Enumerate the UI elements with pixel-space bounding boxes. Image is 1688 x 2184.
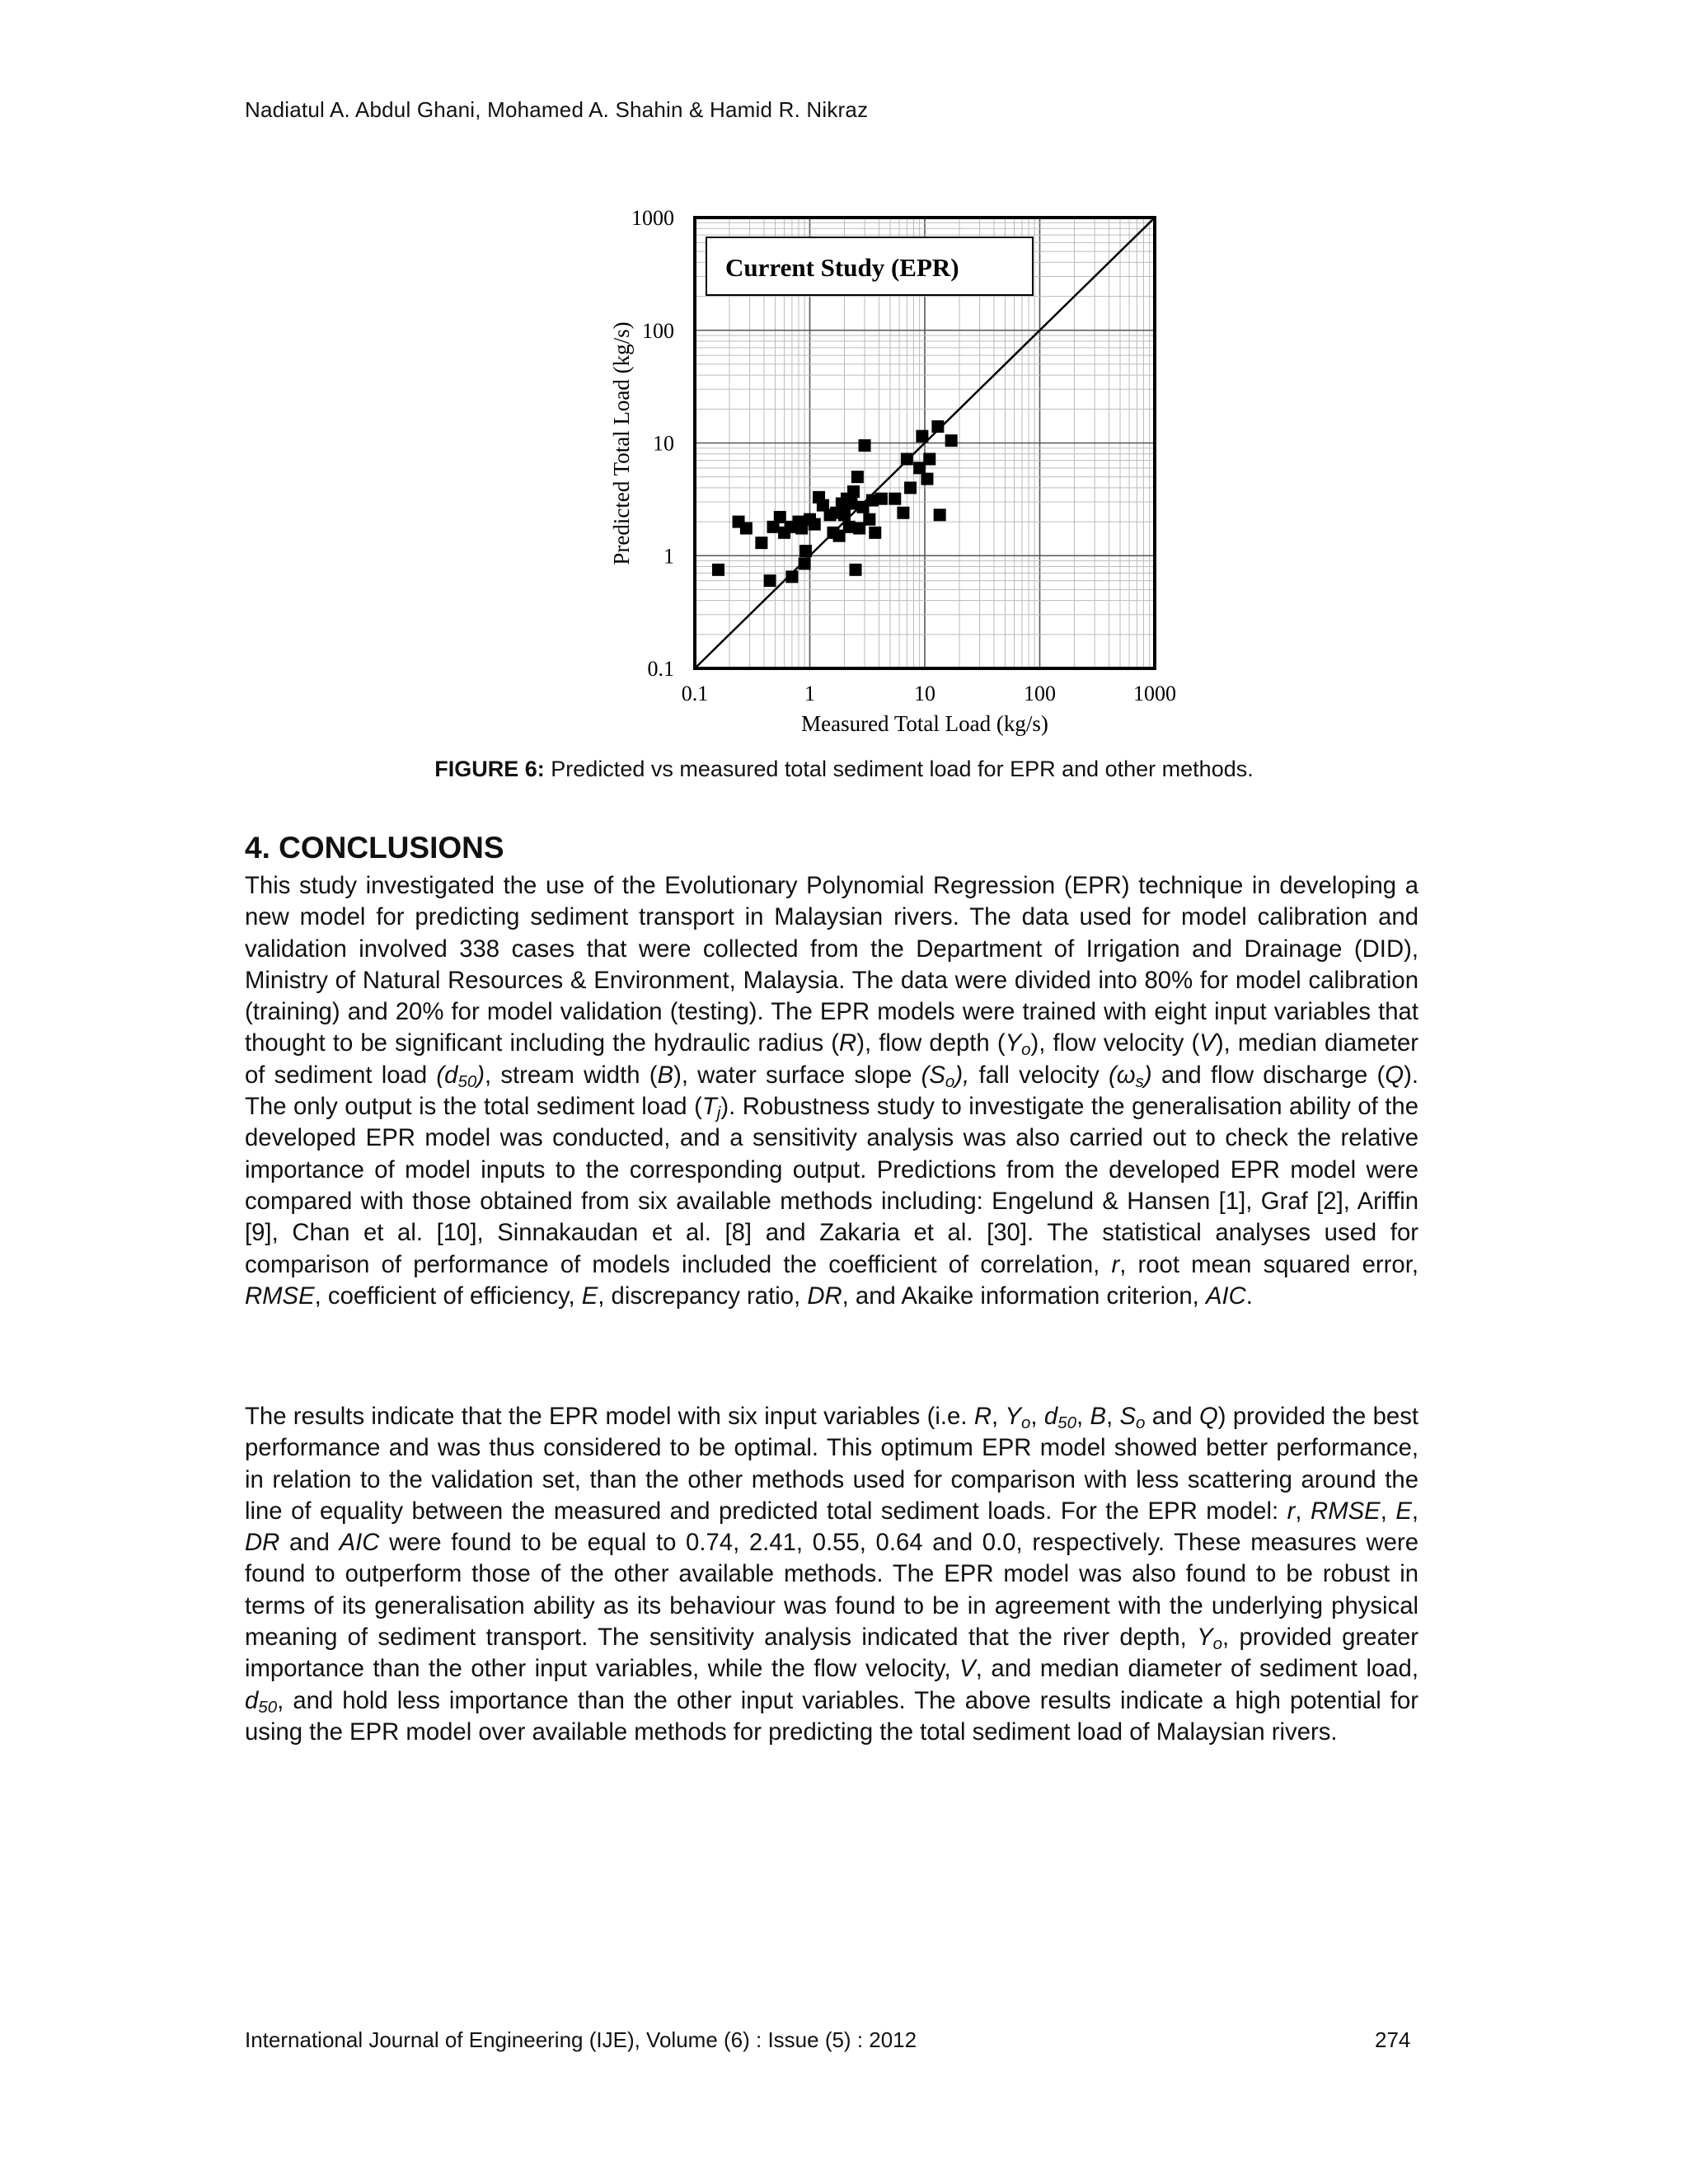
data-point — [785, 570, 798, 583]
data-point — [923, 453, 935, 466]
data-point — [799, 545, 812, 557]
journal-footer: International Journal of Engineering (IJE), Volume (6) : Issue (5) : 2012 — [245, 2027, 917, 2052]
data-point — [774, 511, 786, 523]
conclusions-paragraph-1: This study investigated the use of the Evolutionary Polynomial Regression (EPR) technique in developing a new model for predicting sediment transport in Malaysian rivers. The data used for model calibration and validation involved 338 cases that were collected from the Department of Irrigation and Drainage (DID), Ministry of Natural Resources & Environment, Malaysia. The data were divided into 80% for model calibration (training) and 20% for model validation (testing). The EPR models were trained with eight input variables that thought to be significant including the hydraulic radius (R), flow depth $(Y_o)$, flow velocity (V), median diameter of sediment load $(d_{50})$, stream width (B), water surface slope $(S_o)$, fall velocity $(\omega_s)$ and flow discharge (Q). The only output is the total sediment load $(T_j)$. Robustness study to investigate the generalisation ability of the developed EPR model was conducted, and a sensitivity analysis was also carried out to check the relative importance of model inputs to the corresponding output. Predictions from the developed EPR model were compared with those obtained from six available methods including: Engelund & Hansen [1], Graf [2], Ariffin [9], Chan et al. [10], Sinnakaudan et al. [8] and Zakaria et al. [30]. The statistical analyses used for comparison of performance of models included the coefficient of correlation, r, root mean squared error, RMSE, coefficient of efficiency, E, discrepancy ratio, DR, and Akaike information criterion, AIC. — [245, 872, 1419, 1310]
y-tick-label: 1 — [663, 544, 674, 569]
x-tick-label: 1000 — [1133, 682, 1176, 705]
data-point — [764, 574, 776, 587]
x-axis-label: Measured Total Load (kg/s) — [801, 711, 1048, 736]
data-point — [889, 493, 901, 505]
section-heading: 4. CONCLUSIONS — [245, 831, 504, 865]
data-point — [740, 523, 753, 535]
chart-title: Current Study (EPR) — [725, 253, 959, 282]
data-point — [755, 537, 767, 549]
data-point — [712, 564, 724, 576]
y-tick-labels — [631, 206, 674, 681]
data-point — [845, 498, 857, 510]
caption-label: FIGURE 6: — [434, 757, 545, 781]
x-tick-label: 1 — [804, 682, 815, 705]
data-point — [799, 557, 811, 569]
y-tick-label: 1000 — [631, 206, 674, 230]
y-tick-label: 100 — [642, 318, 674, 343]
scatter-plot — [602, 198, 1195, 742]
data-point — [897, 507, 909, 519]
data-point — [934, 509, 946, 521]
x-tick-labels — [682, 682, 1176, 705]
conclusions-paragraph-2: The results indicate that the EPR model with six input variables (i.e. R, $Y_o$, $d_{50}$, B, $S_o$ and Q) provided the best performance and was thus considered to be optimal. This optimum EPR model showed better performance, in relation to the validation set, than the other methods used for comparison with less scattering around the line of equality between the measured and predicted total sediment loads. For the EPR model: r, RMSE, E, DR and AIC were found to be equal to 0.74, 2.41, 0.55, 0.64 and 0.0, respectively. These measures were found to outperform those of the other available methods. The EPR model was also found to be robust in terms of its generalisation ability as its behaviour was found to be in agreement with the underlying physical meaning of sediment transport. The sensitivity analysis indicated that the river depth, $Y_o$, provided greater importance than the other input variables, while the flow velocity, V, and median diameter of sediment load, $d_{50}$, and hold less importance than the other input variables. The above results indicate a high potential for using the EPR model over available methods for predicting the total sediment load of Malaysian rivers. — [245, 1403, 1419, 1746]
data-point — [921, 473, 933, 485]
data-point — [901, 453, 913, 466]
data-point — [847, 485, 860, 498]
data-point — [850, 564, 862, 576]
running-header: Nadiatul A. Abdul Ghani, Mohamed A. Shahin & Hamid R. Nikraz — [245, 97, 869, 122]
data-point — [916, 430, 928, 443]
data-point — [945, 434, 958, 447]
y-axis-label: Predicted Total Load (kg/s) — [609, 321, 634, 565]
data-point — [859, 439, 871, 452]
figure-6-chart — [602, 198, 1195, 742]
page-number: 274 — [1375, 2027, 1411, 2052]
data-point — [931, 420, 944, 433]
y-tick-label: 10 — [653, 431, 674, 456]
data-point — [869, 527, 881, 539]
data-point — [809, 518, 821, 531]
data-point — [838, 509, 851, 521]
y-tick-label: 0.1 — [647, 657, 674, 681]
data-point — [851, 471, 864, 483]
x-tick-label: 0.1 — [681, 682, 709, 705]
figure-caption — [0, 757, 1688, 782]
data-point — [875, 493, 888, 505]
data-point — [904, 481, 917, 494]
data-point — [863, 513, 875, 526]
caption-text: Predicted vs measured total sediment load for EPR and other methods. — [551, 757, 1254, 781]
data-points — [712, 420, 958, 587]
x-tick-label: 100 — [1024, 682, 1056, 705]
x-tick-label: 10 — [914, 682, 935, 705]
